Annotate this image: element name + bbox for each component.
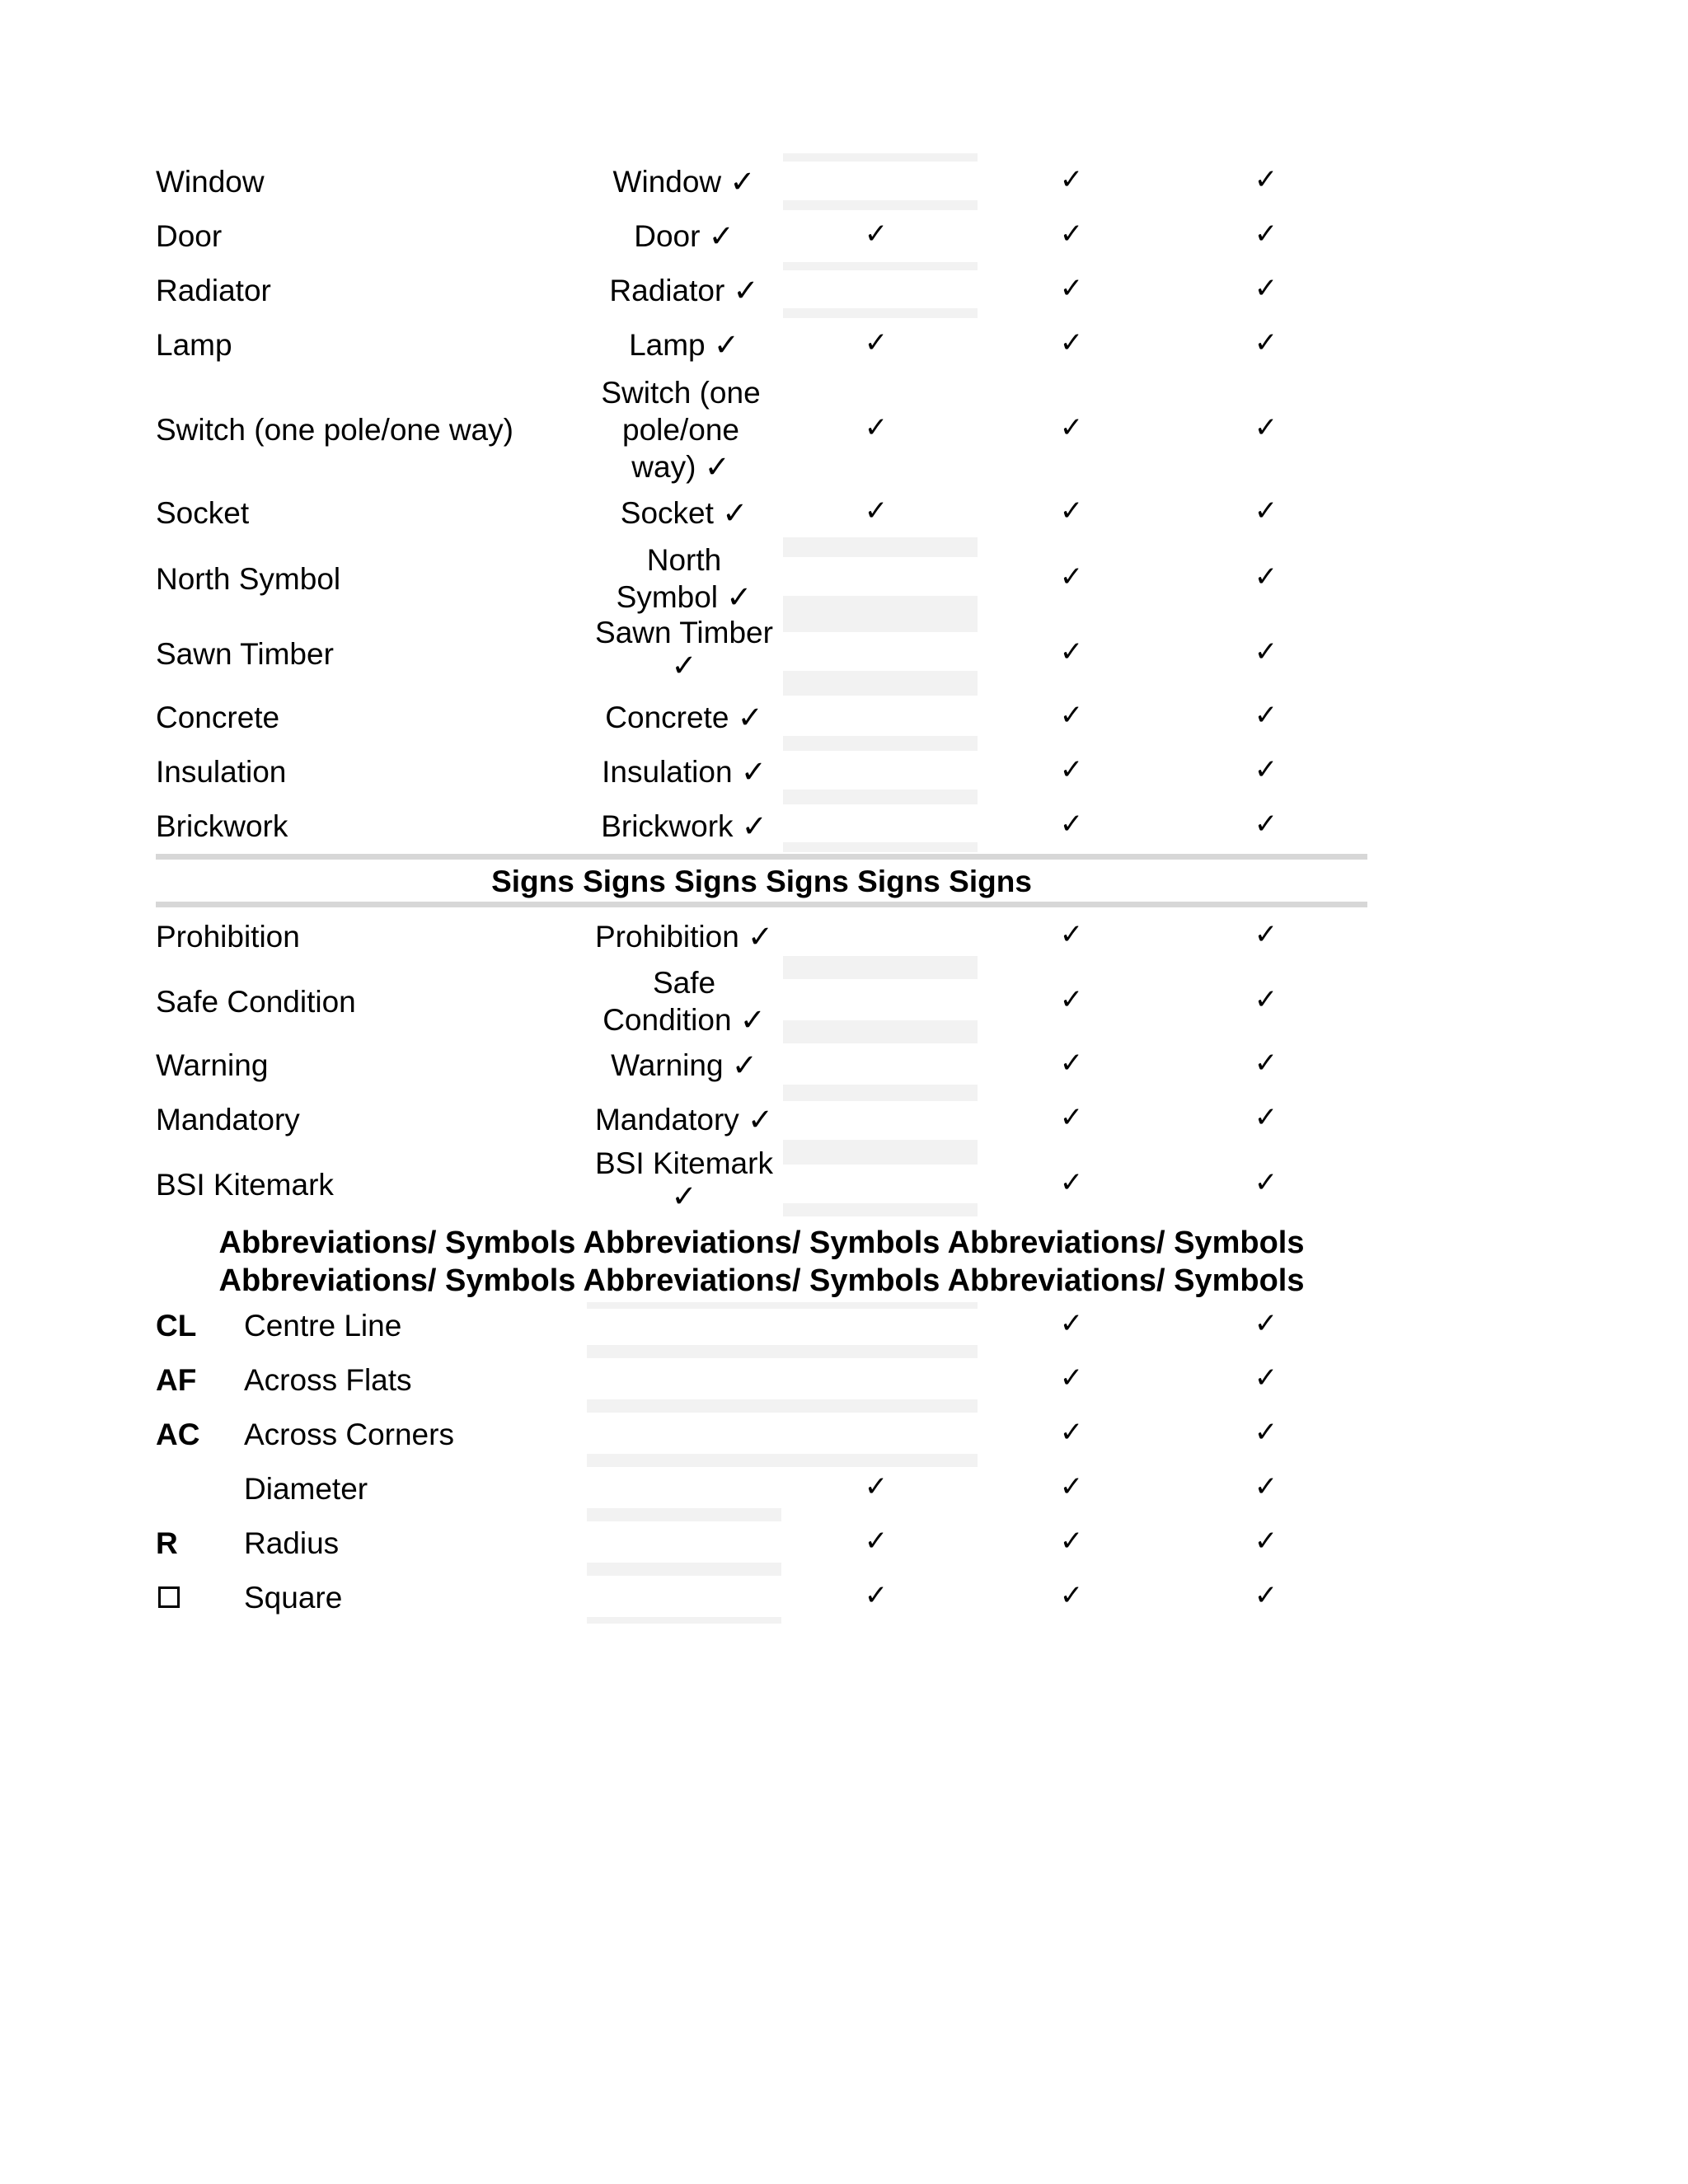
check-mark-icon: ✓ [1059,164,1084,195]
check-mark-icon: ✓ [1059,561,1084,593]
check-mark-icon: ✓ [1059,700,1084,731]
check-mark-icon: ✓ [1059,273,1084,304]
abbreviation-code: R [156,1526,178,1560]
abbreviations-heading-line-2: Abbreviations/ Symbols Abbreviations/ Symbols Abbreviations/ Symbols [218,1263,1305,1298]
sign-label: Safe Condition ✓ [603,966,766,1037]
check-mark-icon: ✓ [1059,1102,1084,1133]
abbreviation-name: Across Corners [244,1418,454,1451]
check-mark-icon: ✓ [864,412,889,443]
check-mark-icon: ✓ [1254,919,1278,950]
check-mark-icon: ✓ [1059,1167,1084,1198]
check-mark-icon: ✓ [1254,1167,1278,1198]
symbol-name: Sawn Timber [156,637,334,671]
check-mark-icon: ✓ [1254,1526,1278,1557]
sign-label: Warning ✓ [611,1048,757,1082]
abbreviation-code: CL [156,1309,197,1343]
abbreviations-heading-line-1: Abbreviations/ Symbols Abbreviations/ Symbols Abbreviations/ Symbols [218,1226,1305,1260]
symbol-label: Door ✓ [634,219,734,253]
check-mark-icon: ✓ [1059,1580,1084,1611]
symbol-name: Socket [156,496,250,530]
symbol-name: Lamp [156,328,232,362]
check-mark-icon: ✓ [1254,412,1278,443]
check-mark-icon: ✓ [1059,919,1084,950]
sign-name: Mandatory [156,1103,300,1137]
check-mark-icon: ✓ [1254,164,1278,195]
symbol-label: Sawn Timber ✓ [595,616,773,682]
check-mark-icon: ✓ [1254,1102,1278,1133]
sign-label: Mandatory ✓ [594,1103,774,1137]
abbreviation-name: Across Flats [244,1363,412,1397]
symbol-label: Switch (one pole/one way) ✓ [601,376,761,484]
check-mark-icon: ✓ [1254,636,1278,668]
symbol-name: Brickwork [156,809,288,843]
abbreviation-name: Square [244,1581,343,1615]
check-mark-icon: ✓ [1254,1047,1278,1079]
symbol-label: Insulation ✓ [602,755,767,789]
check-mark-icon: ✓ [1059,1471,1084,1502]
check-mark-icon: ✓ [1059,218,1084,250]
check-mark-icon: ✓ [1254,984,1278,1015]
symbol-label: Lamp ✓ [629,328,739,362]
sign-name: BSI Kitemark [156,1168,334,1202]
symbol-label: Window ✓ [612,165,756,199]
symbol-label: Brickwork ✓ [601,809,767,843]
symbol-label: North Symbol ✓ [616,543,753,614]
check-mark-icon: ✓ [864,1526,889,1557]
check-mark-icon: ✓ [1059,754,1084,785]
abbreviation-name: Radius [244,1526,340,1560]
check-mark-icon: ✓ [1059,1362,1084,1394]
check-mark-icon: ✓ [864,327,889,359]
check-mark-icon: ✓ [1059,495,1084,527]
check-mark-icon: ✓ [1254,1471,1278,1502]
check-mark-icon: ✓ [1059,1308,1084,1339]
check-mark-icon: ✓ [1254,1362,1278,1394]
abbreviation-code: AC [156,1418,200,1451]
check-mark-icon: ✓ [1059,327,1084,359]
symbol-name: North Symbol [156,562,341,596]
check-mark-icon: ✓ [1059,808,1084,840]
check-mark-icon: ✓ [864,1471,889,1502]
check-mark-icon: ✓ [864,1580,889,1611]
check-mark-icon: ✓ [864,495,889,527]
check-mark-icon: ✓ [1254,1308,1278,1339]
check-mark-icon: ✓ [1059,1417,1084,1448]
symbol-label: Radiator ✓ [609,274,759,307]
sign-name: Safe Condition [156,985,356,1019]
symbol-name: Concrete [156,701,280,734]
section-divider [156,854,1367,860]
check-mark-icon: ✓ [1059,636,1084,668]
check-mark-icon: ✓ [1059,1526,1084,1557]
sign-name: Warning [156,1048,269,1082]
signs-heading: Signs Signs Signs Signs Signs Signs [491,865,1032,898]
section-divider [156,902,1367,907]
symbol-name: Radiator [156,274,271,307]
abbreviation-name: Centre Line [244,1309,402,1343]
check-mark-icon: ✓ [864,218,889,250]
symbol-name: Window [156,165,265,199]
symbol-name: Door [156,219,223,253]
abbreviation-name: Diameter [244,1472,368,1506]
check-mark-icon: ✓ [1254,754,1278,785]
check-mark-icon: ✓ [1059,1047,1084,1079]
symbol-label: Concrete ✓ [605,701,763,734]
check-mark-icon: ✓ [1254,495,1278,527]
symbol-name: Switch (one pole/one way) [156,413,513,447]
abbreviation-code: AF [156,1363,197,1397]
check-mark-icon: ✓ [1254,561,1278,593]
check-mark-icon: ✓ [1254,808,1278,840]
check-mark-icon: ✓ [1254,700,1278,731]
check-mark-icon: ✓ [1254,218,1278,250]
sign-label: BSI Kitemark ✓ [595,1146,773,1213]
check-mark-icon: ✓ [1059,984,1084,1015]
symbol-name: Insulation [156,755,287,789]
check-mark-icon: ✓ [1254,1417,1278,1448]
check-mark-icon: ✓ [1254,1580,1278,1611]
check-mark-icon: ✓ [1254,273,1278,304]
sign-name: Prohibition [156,920,300,954]
square-icon [158,1586,180,1608]
symbol-label: Socket ✓ [620,496,748,530]
check-mark-icon: ✓ [1254,327,1278,359]
check-mark-icon: ✓ [1059,412,1084,443]
sign-label: Prohibition ✓ [594,920,774,954]
